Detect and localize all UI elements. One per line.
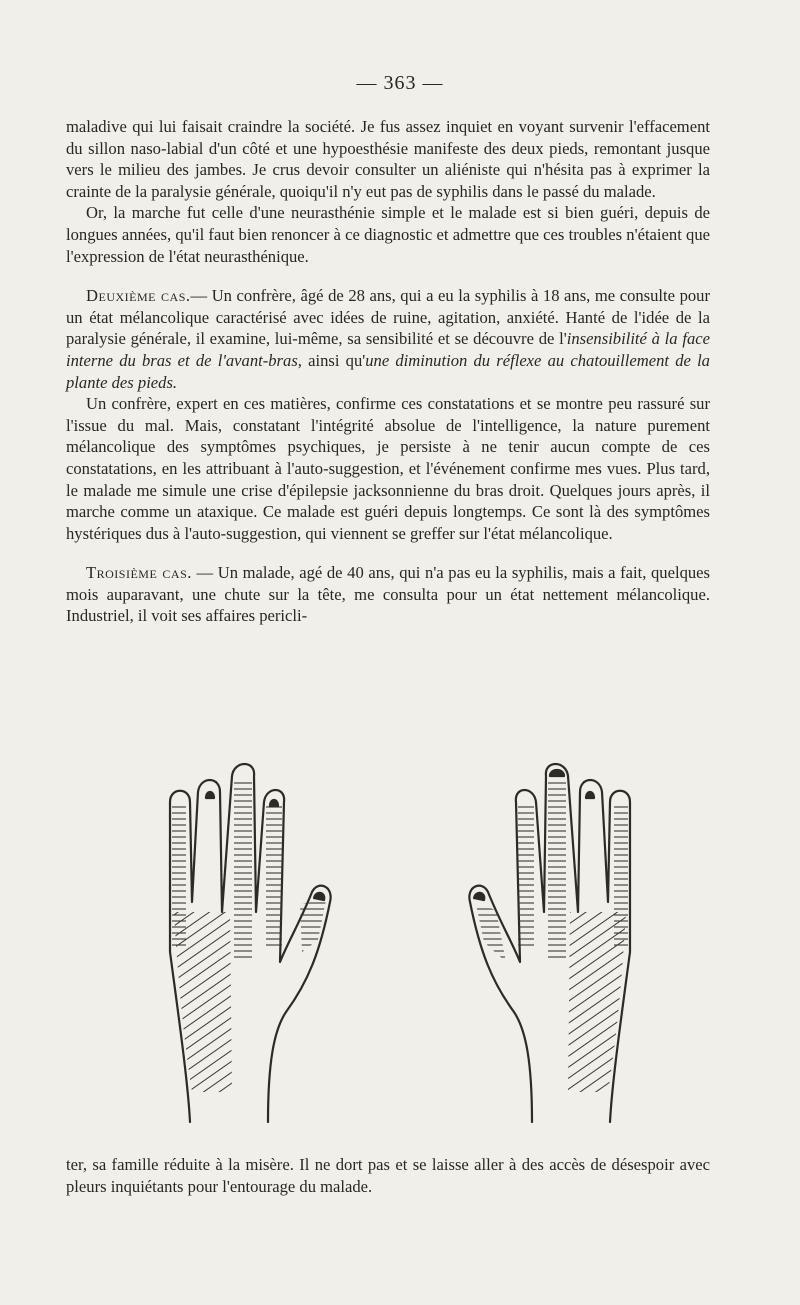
left-hatch-middle [234, 780, 252, 960]
paragraph-neurasthenia: Or, la marche fut celle d'une neurasthénie simple et le malade est si bien guéri, depuis de longues années, qu'il faut bien renoncer à ce diagnostic et admettre que ces troubles n'étaient que l'expression de l'état neurasthénique. [66, 203, 710, 266]
paragraph-case-3 [66, 562, 710, 627]
paragraph-case-2 [66, 285, 710, 393]
right-hand [469, 764, 630, 1122]
paragraph-case-2-followup: Un confrère, expert en ces matières, confirme ces constatations et se montre peu rassuré sur l'issue du mal. Mais, constatant l'intégrité absolue de l'intelligence, la nature purement mélancolique des symptômes psychiques, je persiste à ne tenir aucun compte de ces constatations, en les attribuant à l'auto-suggestion, et l'événement confirme mes vues. Plus tard, le malade me simule une crise d'épilepsie jacksonnienne du bras droit. Quelques jours après, il marche comme un ataxique. Ce malade est guéri depuis longtemps. Ce sont là des symptômes hystériques dus à l'auto-suggestion, qui viennent se greffer sur l'état mélancolique. [66, 394, 710, 543]
case-2-heading: Deuxième cas. [86, 286, 191, 306]
paragraph-continuation: maladive qui lui faisait craindre la société. Je fus assez inquiet en voyant survenir l'effacement du sillon naso-labial d'un côté et une hypoesthésie manifeste des deux pieds, remontant jusque vers le milieu des jambes. Je crus devoir consulter un aliéniste qui n'hésita pas à exprimer la crainte de la paralysie générale, quoiqu'il n'y eut pas de syphilis dans le passé du malade. [66, 117, 710, 201]
case-2-italic-2: une diminution du réflexe au chatouillement de la plante des pieds. [66, 350, 710, 392]
left-hatch-index [266, 806, 282, 946]
paragraph-case-3-continuation: ter, sa famille réduite à la misère. Il ne dort pas et se laisse aller à des accès de désespoir avec pleurs inquiétants pour l'entourage du malade. [66, 1155, 710, 1196]
right-hatch-palm [568, 912, 626, 1092]
hands-illustration [150, 762, 650, 1132]
page-number: — 363 — [356, 72, 444, 94]
right-hatch-index [518, 806, 534, 946]
case-2-text-2: ainsi qu' [301, 350, 366, 370]
left-hand [170, 764, 331, 1122]
case-3-text: — Un malade, agé de 40 ans, qui n'a pas eu la syphilis, mais a fait, quelques mois auparavant, une chute sur la tête, me consulta pour un état nettement mélancolique. Industriel, il voit ses affaires pericli- [66, 563, 710, 626]
case-3-heading: Troisième cas. [86, 563, 192, 583]
body-text-top [66, 116, 710, 627]
case-2-italic-1: insensibilité à la face interne du bras et de l'avant-bras, [66, 329, 710, 370]
body-text-bottom [66, 1154, 710, 1197]
hands-sensibility-figure [150, 762, 650, 1132]
right-hatch-middle [548, 780, 566, 960]
left-hatch-palm [174, 912, 232, 1092]
case-2-text-1: — Un confrère, âgé de 28 ans, qui a eu la syphilis à 18 ans, me consulte pour un état mélancolique caractérisé avec idées de ruine, agitation, anxiété. Hanté de l'idée de la paralysie générale, il examine, lui-même, sa sensibilité et se découvre de l' [66, 286, 710, 349]
